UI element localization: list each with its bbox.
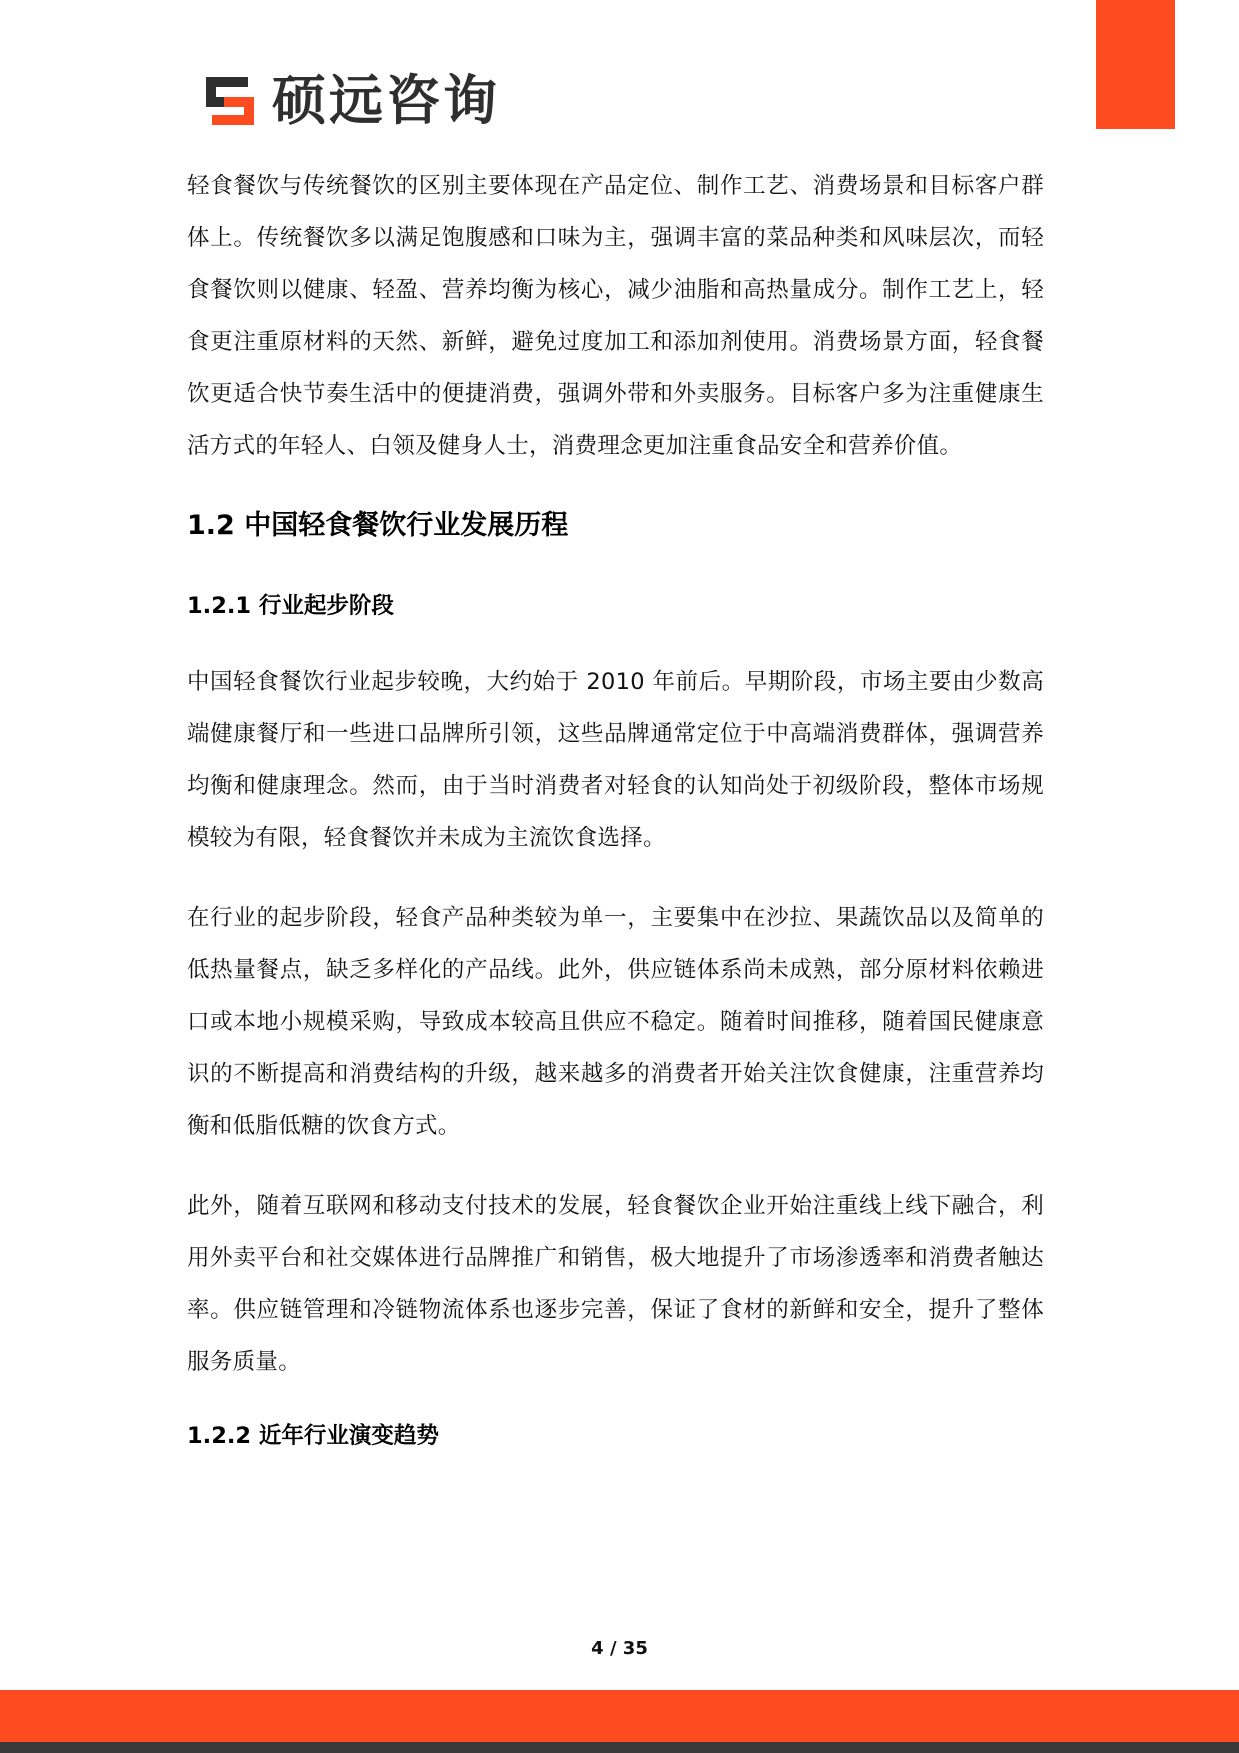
company-logo	[202, 69, 500, 132]
shuoyuan-logo-icon	[202, 73, 258, 129]
section-heading: 1.2 中国轻食餐饮行业发展历程	[187, 510, 569, 541]
document-body	[187, 160, 1044, 1454]
paragraph-2: 在行业的起步阶段，轻食产品种类较为单一，主要集中在沙拉、果蔬饮品以及简单的低热量餐点，缺乏多样化的产品线。此外，供应链体系尚未成熟，部分原材料依赖进口或本地小规模采购，导致成本较高且供应不稳定。随着时间推移，随着国民健康意识的不断提高和消费结构的升级，越来越多的消费者开始关注饮食健康，注重营养均衡和低脂低糖的饮食方式。	[187, 905, 1044, 1139]
footer-dark-strip	[0, 1742, 1239, 1753]
paragraph-3: 此外，随着互联网和移动支付技术的发展，轻食餐饮企业开始注重线上线下融合，利用外卖平台和社交媒体进行品牌推广和销售，极大地提升了市场渗透率和消费者触达率。供应链管理和冷链物流体系也逐步完善，保证了食材的新鲜和安全，提升了整体服务质量。	[187, 1193, 1044, 1375]
corner-accent-block	[1096, 0, 1175, 129]
subsection-heading-2: 1.2.2 近年行业演变趋势	[187, 1423, 439, 1449]
footer-accent-bar	[0, 1690, 1239, 1742]
subsection-heading-1: 1.2.1 行业起步阶段	[187, 593, 394, 619]
intro-paragraph: 轻食餐饮与传统餐饮的区别主要体现在产品定位、制作工艺、消费场景和目标客户群体上。传统餐饮多以满足饱腹感和口味为主，强调丰富的菜品种类和风味层次，而轻食餐饮则以健康、轻盈、营养均衡为核心，减少油脂和高热量成分。制作工艺上，轻食更注重原材料的天然、新鲜，避免过度加工和添加剂使用。消费场景方面，轻食餐饮更适合快节奏生活中的便捷消费，强调外带和外卖服务。目标客户多为注重健康生活方式的年轻人、白领及健身人士，消费理念更加注重食品安全和营养价值。	[187, 173, 1044, 459]
paragraph-1: 中国轻食餐饮行业起步较晚，大约始于 2010 年前后。早期阶段，市场主要由少数高端健康餐厅和一些进口品牌所引领，这些品牌通常定位于中高端消费群体，强调营养均衡和健康理念。然而，由于当时消费者对轻食的认知尚处于初级阶段，整体市场规模较为有限，轻食餐饮并未成为主流饮食选择。	[187, 669, 1044, 851]
page-number: 4 / 35	[591, 1638, 648, 1659]
logo-text: 硕远咨询	[272, 69, 500, 132]
